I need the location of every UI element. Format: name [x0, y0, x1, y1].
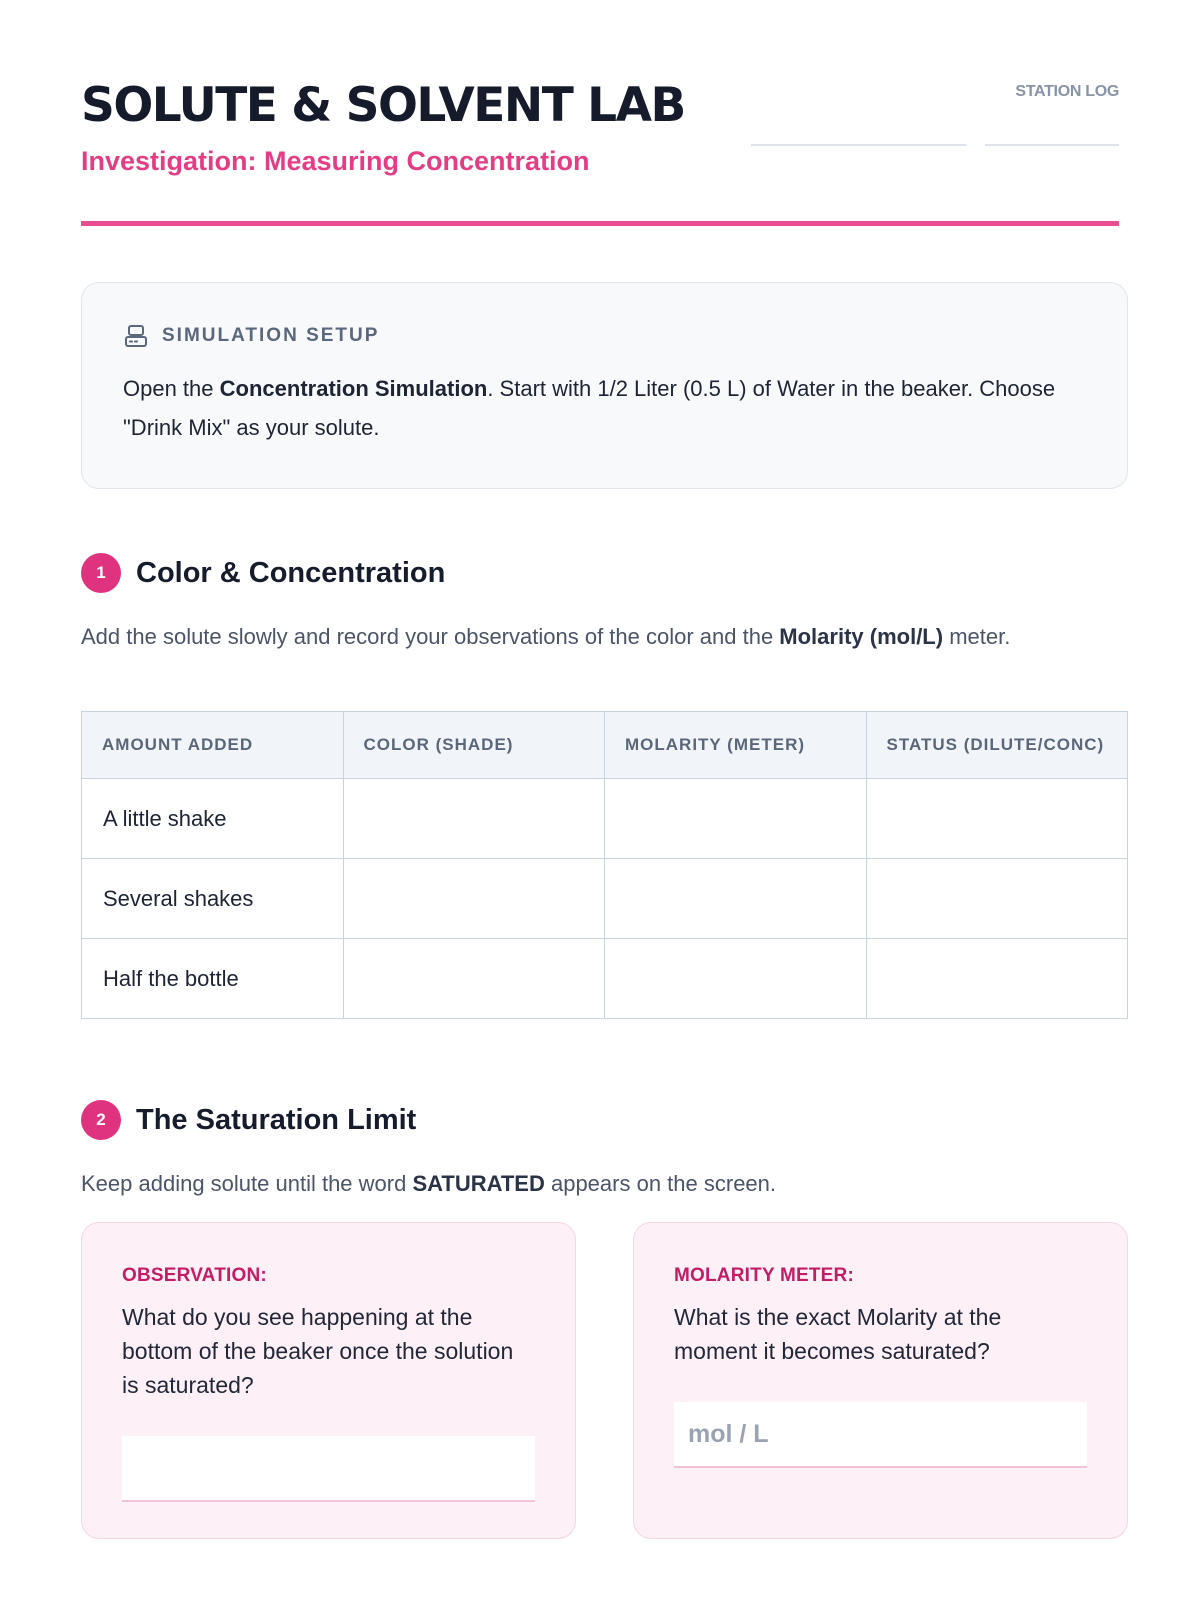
- observation-question: What do you see happening at the bottom of the beaker once the solution is saturated?: [122, 1304, 514, 1398]
- molarity-answer-box: [674, 1402, 1087, 1468]
- setup-text-emphasis: Concentration Simulation: [219, 376, 488, 401]
- column-header: MOLARITY (METER): [605, 712, 867, 779]
- table-row: [82, 939, 1128, 1019]
- color-cell[interactable]: [343, 939, 605, 1019]
- setup-text-start: Open the: [123, 376, 220, 401]
- section-2-text-start: Keep adding solute until the word: [81, 1171, 413, 1196]
- molarity-cell[interactable]: [605, 859, 867, 939]
- status-cell[interactable]: [866, 859, 1128, 939]
- section-2-text-end: appears on the screen.: [544, 1171, 777, 1196]
- section-2-instructions: [81, 1167, 1128, 1201]
- observation-answer-input[interactable]: [122, 1436, 535, 1500]
- section-title: The Saturation Limit: [136, 1103, 417, 1136]
- column-header: AMOUNT ADDED: [82, 712, 344, 779]
- page-header: [81, 0, 1119, 230]
- status-cell[interactable]: [866, 939, 1128, 1019]
- molarity-cell[interactable]: [605, 939, 867, 1019]
- observation-card: [81, 1222, 576, 1539]
- station-log-label: STATION LOG: [1015, 83, 1119, 100]
- station-log-number-line[interactable]: [985, 144, 1119, 146]
- table-row: [82, 859, 1128, 939]
- setup-text-end: . Start with 1/2 Liter (0.5 L) of Water in the beaker. Choose "Drink Mix" as your solute.: [123, 376, 1056, 440]
- setup-header: [123, 323, 1086, 349]
- setup-title: SIMULATION SETUP: [162, 325, 380, 346]
- section-2-heading: [81, 1100, 416, 1140]
- column-header: STATUS (DILUTE/CONC): [866, 712, 1128, 779]
- color-cell[interactable]: [343, 779, 605, 859]
- amount-cell: Half the bottle: [82, 939, 344, 1019]
- section-2-text-emphasis: SATURATED: [412, 1171, 545, 1196]
- section-1-text-emphasis: Molarity (mol/L): [779, 624, 944, 649]
- molarity-label: MOLARITY METER:: [674, 1265, 854, 1286]
- section-1-heading: [81, 553, 445, 593]
- header-divider: [81, 221, 1119, 226]
- molarity-cell[interactable]: [605, 779, 867, 859]
- molarity-question: What is the exact Molarity at the moment it becomes saturated?: [674, 1304, 1002, 1364]
- page-subtitle: Investigation: Measuring Concentration: [81, 146, 590, 176]
- molarity-card: [633, 1222, 1128, 1539]
- beaker-station-icon: [123, 323, 149, 349]
- setup-instructions: [123, 369, 1086, 447]
- section-number-badge: 1: [81, 553, 121, 593]
- amount-cell: Several shakes: [82, 859, 344, 939]
- section-1-text-end: meter.: [943, 624, 1011, 649]
- observation-table: [81, 711, 1128, 1019]
- section-1-instructions: [81, 620, 1128, 654]
- observation-answer-box: [122, 1436, 535, 1502]
- section-1-text-start: Add the solute slowly and record your observations of the color and the: [81, 624, 780, 649]
- section-title: Color & Concentration: [136, 556, 446, 589]
- table-header-row: [82, 712, 1128, 779]
- molarity-answer-input[interactable]: [674, 1402, 1087, 1466]
- page-title: SOLUTE & SOLVENT LAB: [81, 78, 685, 133]
- section-number-badge: 2: [81, 1100, 121, 1140]
- amount-cell: A little shake: [82, 779, 344, 859]
- observation-label: OBSERVATION:: [122, 1265, 267, 1286]
- simulation-setup-card: [81, 282, 1128, 489]
- station-log-name-line[interactable]: [751, 144, 966, 146]
- color-cell[interactable]: [343, 859, 605, 939]
- column-header: COLOR (SHADE): [343, 712, 605, 779]
- status-cell[interactable]: [866, 779, 1128, 859]
- table-row: [82, 779, 1128, 859]
